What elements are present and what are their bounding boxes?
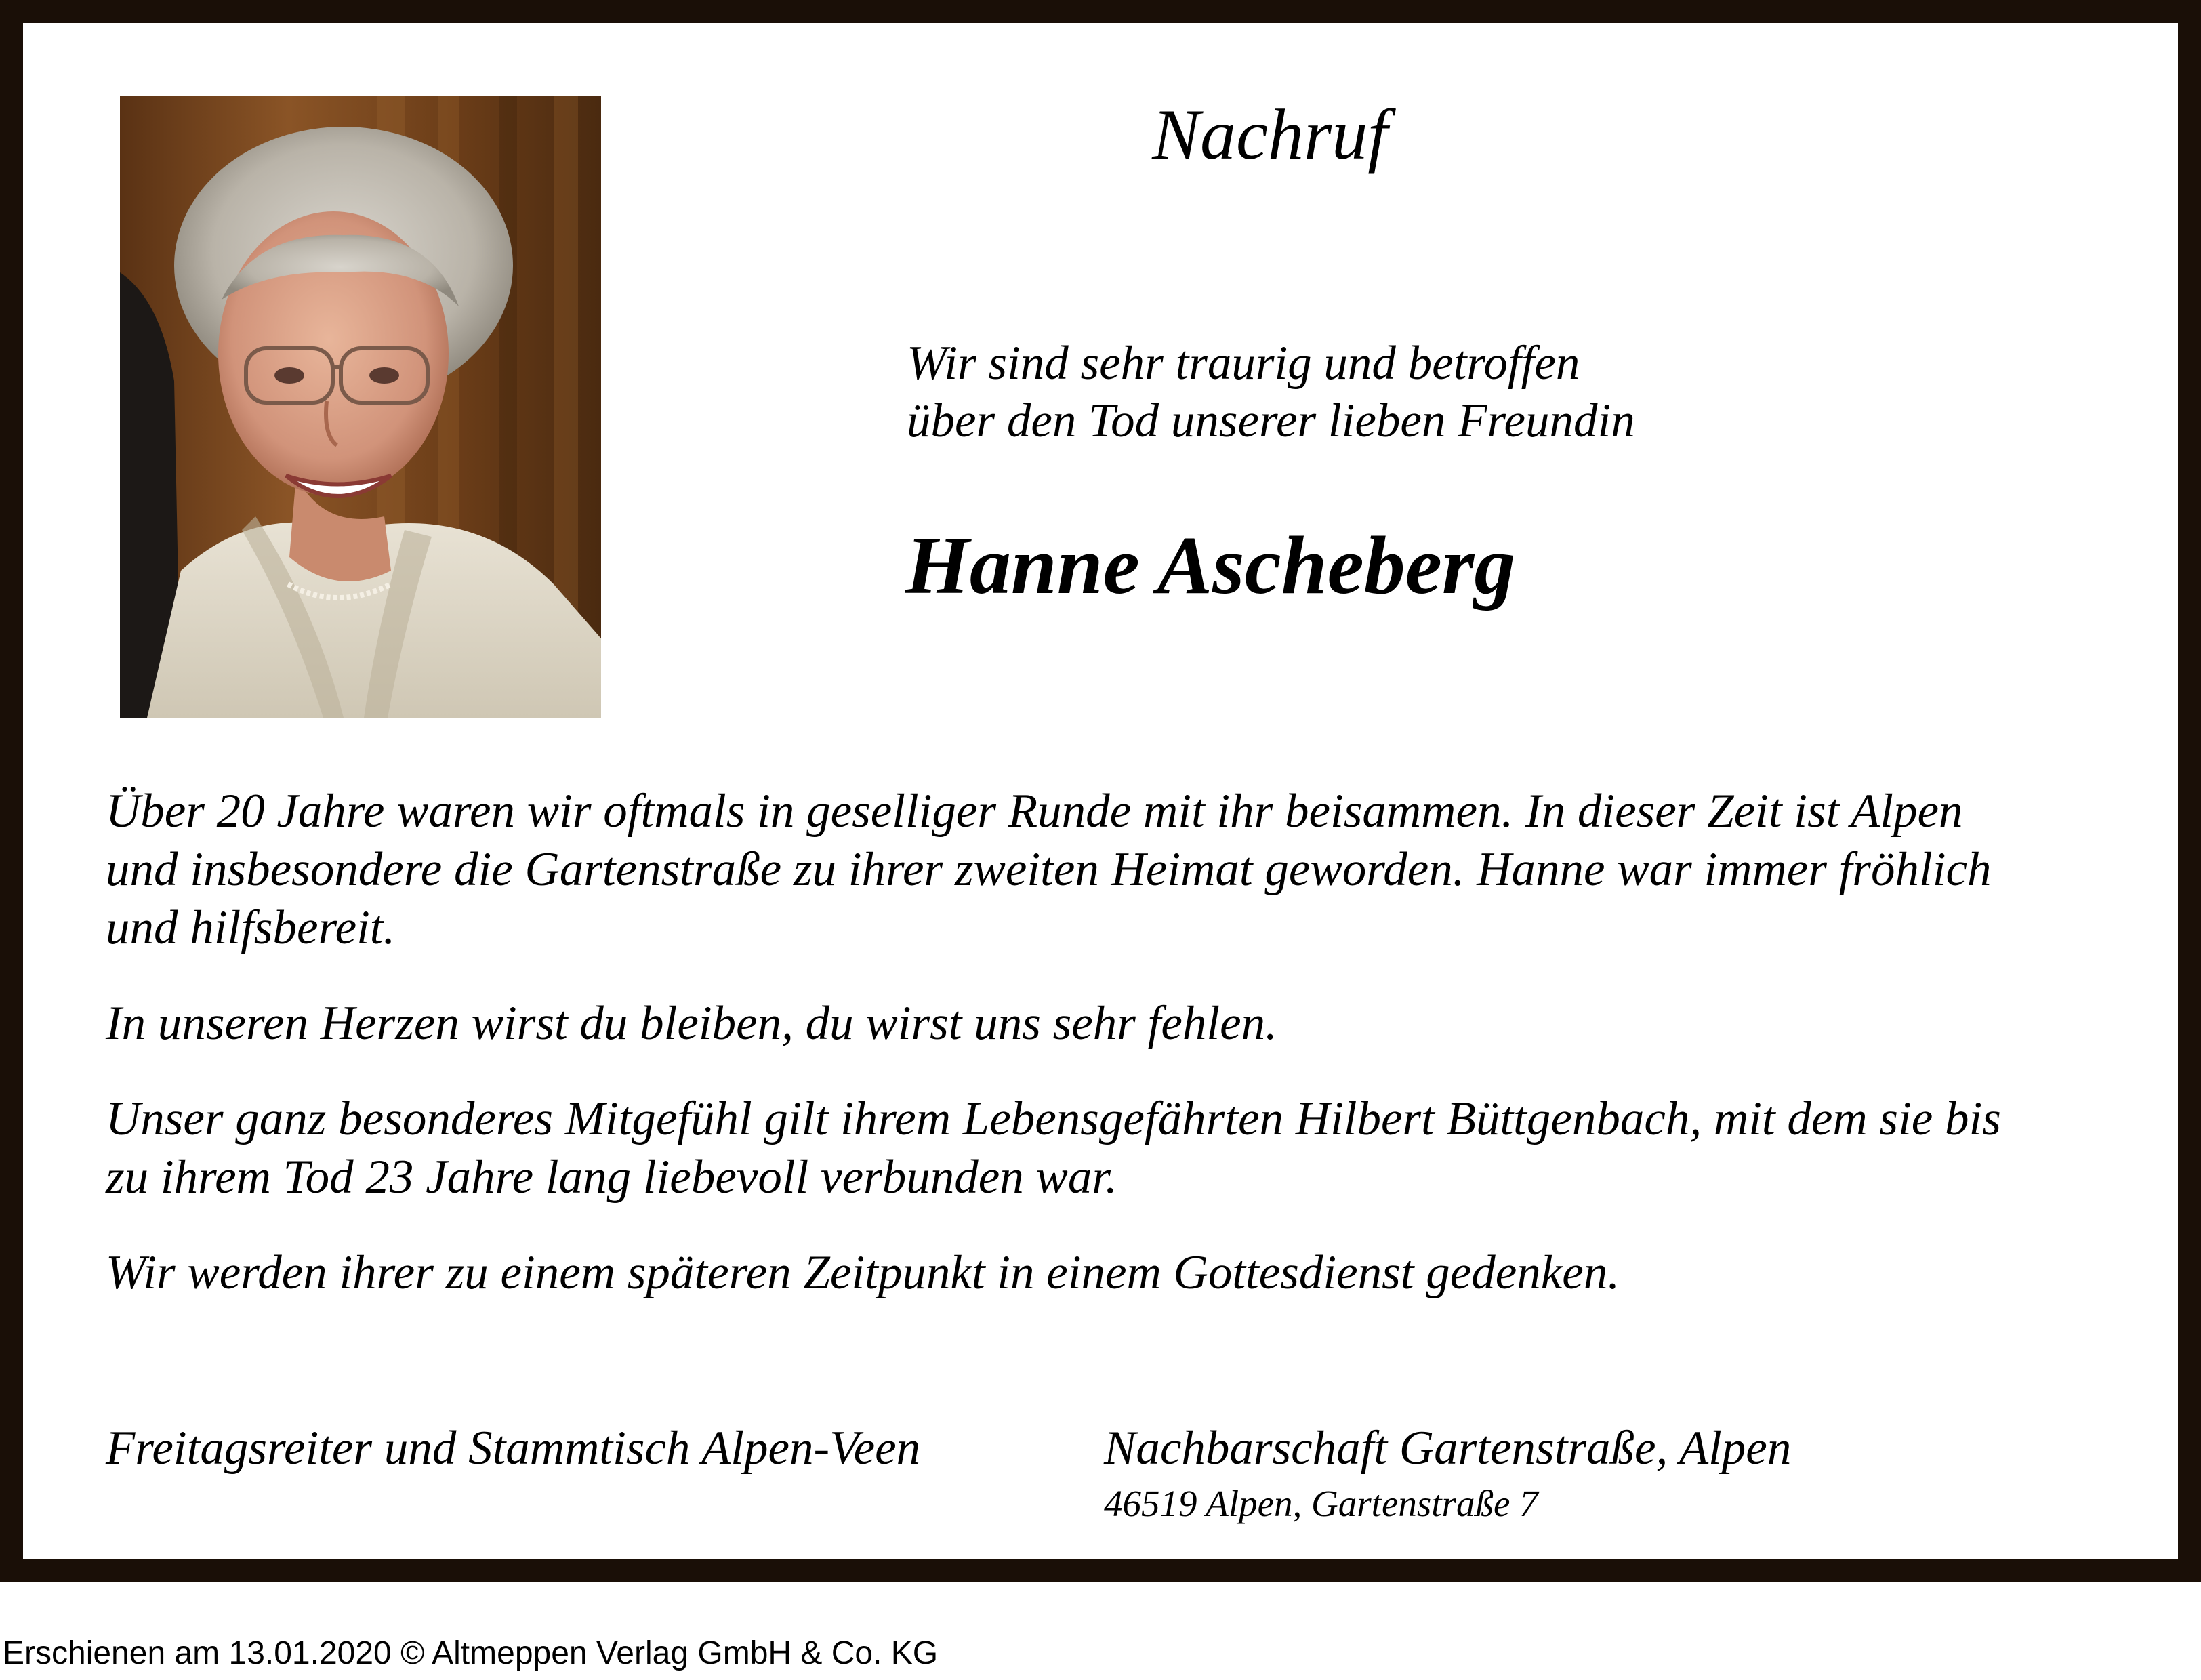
publication-note: Erschienen am 13.01.2020 © Altmeppen Verlag GmbH & Co. KG: [3, 1635, 939, 1671]
body-line: und hilfsbereit.: [106, 901, 396, 954]
body-line: Über 20 Jahre waren wir oftmals in geselliger Runde mit ihr beisammen. In dieser Zeit ist Alpen: [106, 785, 1963, 838]
obituary-card: [23, 23, 2178, 1559]
obituary-body: [106, 782, 2139, 1339]
signatory-right-block: [1104, 1419, 1791, 1526]
portrait-photo: [120, 96, 601, 718]
signatory-left: Freitagsreiter und Stammtisch Alpen-Veen: [106, 1422, 921, 1475]
signatory-right: Nachbarschaft Gartenstraße, Alpen: [1104, 1422, 1792, 1475]
intro-text: [907, 335, 1635, 450]
body-paragraph: [106, 994, 2139, 1052]
obituary-heading: Nachruf: [1152, 95, 1388, 174]
body-paragraph: [106, 1090, 2139, 1206]
body-line: zu ihrem Tod 23 Jahre lang liebevoll verbunden war.: [106, 1151, 1117, 1204]
intro-line: Wir sind sehr traurig und betroffen: [907, 337, 1580, 390]
signatory-address: 46519 Alpen, Gartenstraße 7: [1104, 1483, 1538, 1524]
body-paragraph: [106, 1244, 2139, 1302]
intro-line: über den Tod unserer lieben Freundin: [907, 394, 1635, 447]
deceased-name: Hanne Ascheberg: [905, 520, 1516, 611]
body-paragraph: [106, 782, 2139, 957]
body-line: Unser ganz besonderes Mitgefühl gilt ihrem Lebensgefährten Hilbert Büttgenbach, mit dem sie bis: [106, 1092, 2001, 1145]
body-line: In unseren Herzen wirst du bleiben, du wirst uns sehr fehlen.: [106, 997, 1277, 1050]
body-line: Wir werden ihrer zu einem späteren Zeitpunkt in einem Gottesdienst gedenken.: [106, 1246, 1620, 1299]
body-line: und insbesondere die Gartenstraße zu ihrer zweiten Heimat geworden. Hanne war immer fröhlich: [106, 843, 1992, 896]
